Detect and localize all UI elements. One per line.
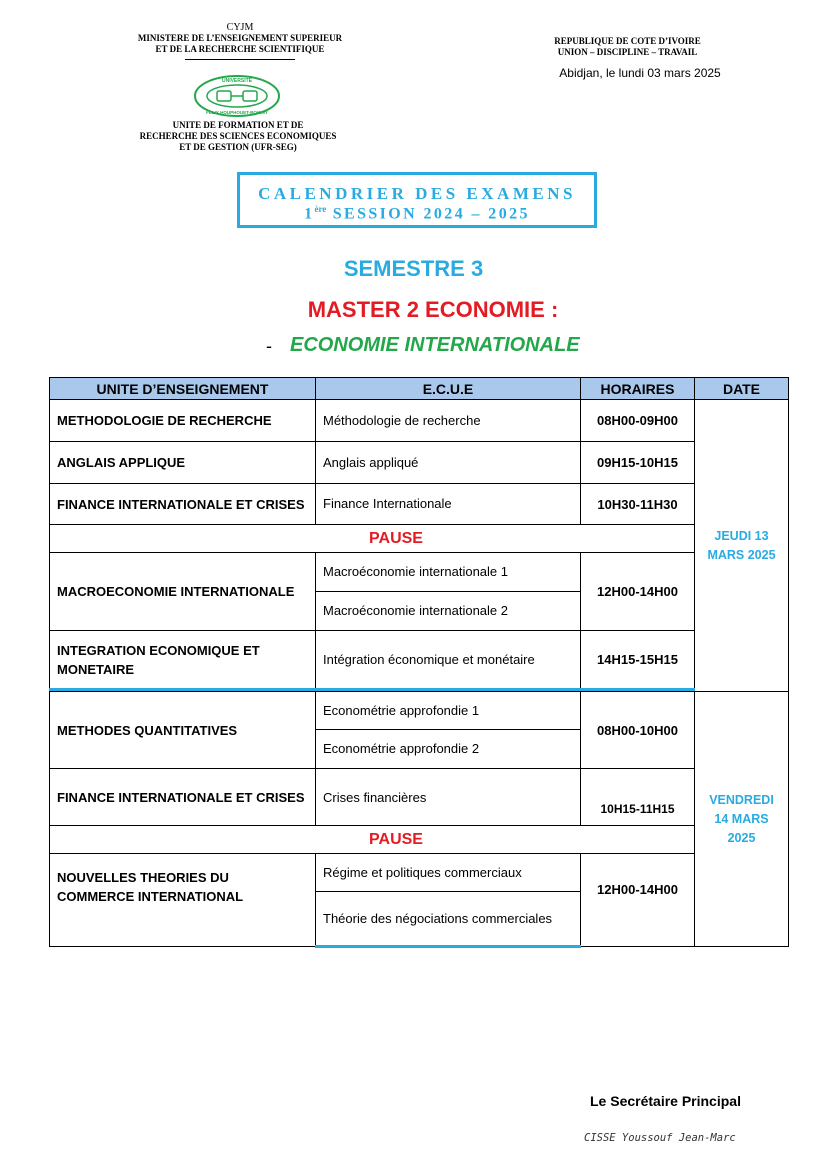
horaire-cell: 12H00-14H00	[581, 553, 695, 631]
table-row	[50, 400, 789, 442]
signatory-title: Le Secrétaire Principal	[590, 1093, 741, 1109]
ecue-cell: Théorie des négociations commerciales	[316, 892, 581, 947]
ministry-header	[100, 22, 380, 60]
ufr-name	[110, 120, 366, 153]
svg-text:FELIX HOUPHOUET-BOIGNY: FELIX HOUPHOUET-BOIGNY	[206, 110, 268, 115]
table-row	[50, 854, 789, 892]
ue-cell: NOUVELLES THEORIES DU COMMERCE INTERNATIONAL	[50, 854, 316, 947]
program-title: MASTER 2 ECONOMIE :	[307, 297, 559, 322]
horaire-cell: 10H15-11H15	[581, 769, 695, 826]
table-row	[50, 484, 789, 525]
col-header-horaires: HORAIRES	[581, 378, 695, 400]
header-divider	[185, 59, 295, 60]
table-row	[50, 692, 789, 730]
col-header-ue: UNITE D’ENSEIGNEMENT	[50, 378, 316, 400]
pause-label: PAUSE	[369, 529, 423, 547]
pause-row	[50, 826, 789, 854]
country-name: REPUBLIQUE DE COTE D’IVOIRE	[554, 36, 701, 46]
ministry-line-1: MINISTERE DE L’ENSEIGNEMENT SUPERIEUR	[137, 33, 343, 43]
horaire-cell: 09H15-10H15	[581, 442, 695, 484]
title-line-1: CALENDRIER DES EXAMENS	[258, 184, 576, 203]
document-date: Abidjan, le lundi 03 mars 2025	[559, 66, 721, 80]
col-header-date: DATE	[695, 378, 789, 400]
ministry-line-2: ET DE LA RECHERCHE SCIENTIFIQUE	[155, 44, 325, 54]
document-code: CYJM	[226, 22, 254, 33]
semester-title: SEMESTRE 3	[343, 256, 484, 281]
ue-cell: ANGLAIS APPLIQUE	[50, 442, 316, 484]
horaire-cell: 12H00-14H00	[581, 854, 695, 947]
ufr-line-2: RECHERCHE DES SCIENCES ECONOMIQUES	[139, 131, 337, 141]
ue-cell: METHODES QUANTITATIVES	[50, 692, 316, 769]
ecue-cell: Finance Internationale	[316, 484, 581, 525]
signature: CISSE Youssouf Jean-Marc	[584, 1132, 736, 1144]
ue-cell: FINANCE INTERNATIONALE ET CRISES	[50, 769, 316, 826]
ecue-cell: Macroéconomie internationale 1	[316, 553, 581, 592]
ecue-cell: Crises financières	[316, 769, 581, 826]
ufr-line-1: UNITE DE FORMATION ET DE	[172, 120, 304, 130]
ecue-cell: Méthodologie de recherche	[316, 400, 581, 442]
republic-header	[520, 36, 735, 58]
pause-row	[50, 525, 789, 553]
col-header-ecue: E.C.U.E	[316, 378, 581, 400]
table-header-row	[50, 378, 789, 400]
horaire-cell: 10H30-11H30	[581, 484, 695, 525]
national-motto: UNION – DISCIPLINE – TRAVAIL	[557, 47, 698, 57]
svg-text:UNIVERSITE: UNIVERSITE	[221, 78, 253, 84]
specialty-dash: -	[266, 336, 272, 356]
ue-cell: INTEGRATION ECONOMIQUE ET MONETAIRE	[50, 631, 316, 690]
pause-label: PAUSE	[369, 830, 423, 848]
horaire-cell: 14H15-15H15	[581, 631, 695, 690]
ue-cell: FINANCE INTERNATIONALE ET CRISES	[50, 484, 316, 525]
ecue-cell: Macroéconomie internationale 2	[316, 592, 581, 631]
ecue-cell: Econométrie approfondie 2	[316, 730, 581, 769]
title-line-2: 1ère SESSION 2024 – 2025	[304, 204, 530, 223]
exam-schedule-table	[49, 377, 789, 948]
ecue-cell: Econométrie approfondie 1	[316, 692, 581, 730]
ue-cell: MACROECONOMIE INTERNATIONALE	[50, 553, 316, 631]
ecue-cell: Anglais appliqué	[316, 442, 581, 484]
table-row	[50, 442, 789, 484]
horaire-cell: 08H00-09H00	[581, 400, 695, 442]
title-box	[237, 172, 597, 228]
date-cell: JEUDI 13 MARS 2025	[695, 400, 789, 692]
table-row	[50, 769, 789, 826]
specialty-title: ECONOMIE INTERNATIONALE	[290, 334, 580, 356]
table-row	[50, 553, 789, 592]
pause-cell	[50, 826, 695, 854]
ecue-cell: Régime et politiques commerciaux	[316, 854, 581, 892]
pause-cell	[50, 525, 695, 553]
ecue-cell: Intégration économique et monétaire	[316, 631, 581, 690]
ue-cell: METHODOLOGIE DE RECHERCHE	[50, 400, 316, 442]
ufr-line-3: ET DE GESTION (UFR-SEG)	[179, 142, 297, 152]
table-row	[50, 631, 789, 690]
university-logo	[193, 74, 281, 118]
date-cell: VENDREDI 14 MARS 2025	[695, 692, 789, 947]
horaire-cell: 08H00-10H00	[581, 692, 695, 769]
